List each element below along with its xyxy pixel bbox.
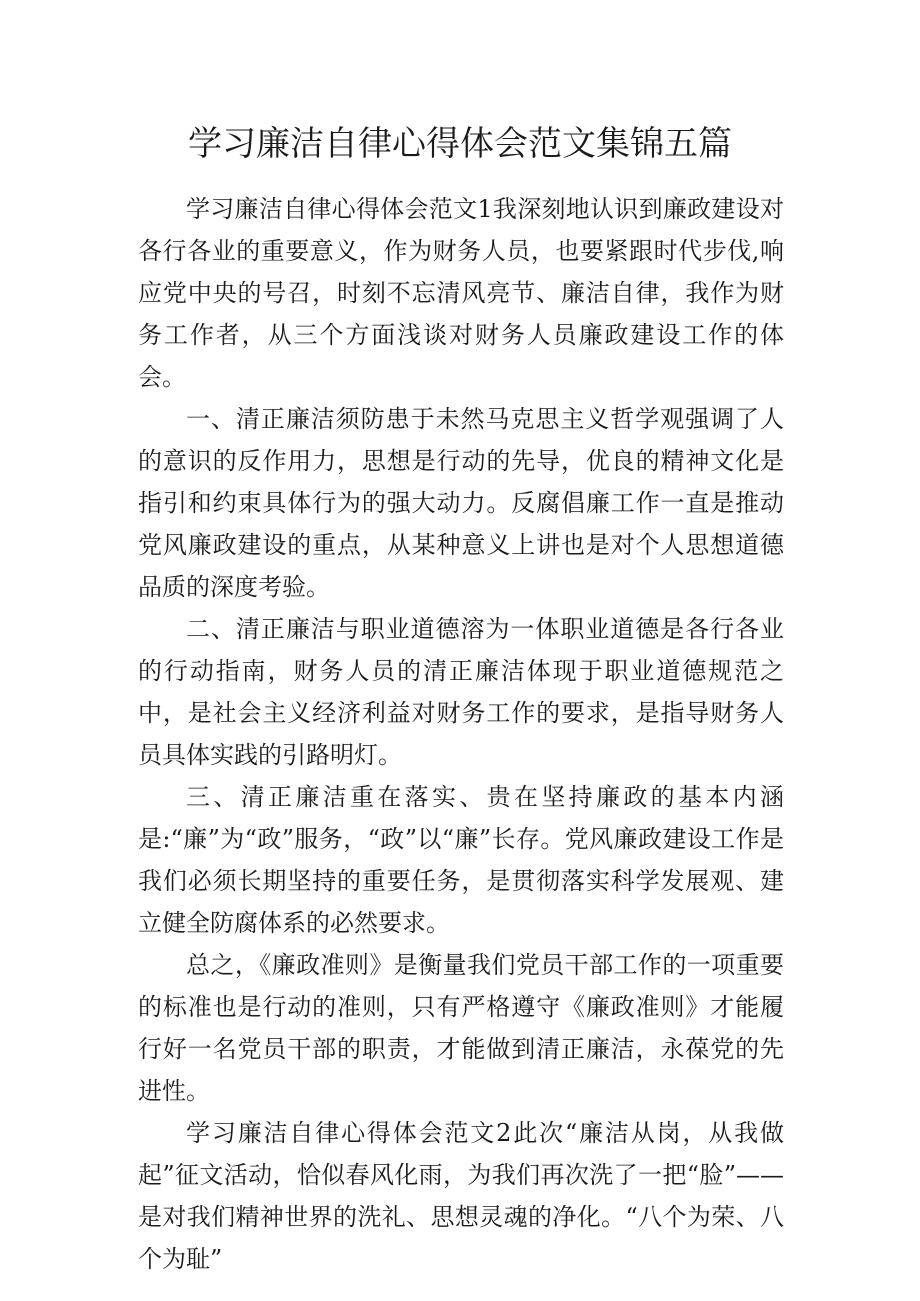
document-title: 学习廉洁自律心得体会范文集锦五篇	[188, 124, 732, 164]
paragraph: 二、清正廉洁与职业道德溶为一体职业道德是各行各业的行动指南，财务人员的清正廉洁体现于职业道德规范之中，是社会主义经济利益对财务工作的要求，是指导财务人员具体实践的引路明灯。	[138, 615, 784, 769]
paragraph: 学习廉洁自律心得体会范文2此次“廉洁从岗，从我做起”征文活动，恰似春风化雨，为我们再次洗了一把“脸”——是对我们精神世界的洗礼、思想灵魂的净化。“八个为荣、八个为耻”	[138, 1119, 784, 1273]
document-body	[138, 188, 784, 1280]
paragraph: 总之，《廉政准则》是衡量我们党员干部工作的一项重要的标准也是行动的准则，只有严格遵守《廉政准则》才能履行好一名党员干部的职责，才能做到清正廉洁，永葆党的先进性。	[138, 951, 784, 1105]
paragraph: 三、清正廉洁重在落实、贵在坚持廉政的基本内涵是:“廉”为“政”服务，“政”以“廉”长存。党风廉政建设工作是我们必须长期坚持的重要任务，是贯彻落实科学发展观、建立健全防腐体系的必然要求。	[138, 783, 784, 937]
paragraph: 一、清正廉洁须防患于未然马克思主义哲学观强调了人的意识的反作用力，思想是行动的先导，优良的精神文化是指引和约束具体行为的强大动力。反腐倡廉工作一直是推动党风廉政建设的重点，从某种意义上讲也是对个人思想道德品质的深度考验。	[138, 405, 784, 601]
paragraph: 学习廉洁自律心得体会范文1我深刻地认识到廉政建设对各行各业的重要意义，作为财务人员，也要紧跟时代步伐,响应党中央的号召，时刻不忘清风亮节、廉洁自律，我作为财务工作者，从三个方面浅谈对财务人员廉政建设工作的体会。	[138, 195, 784, 391]
